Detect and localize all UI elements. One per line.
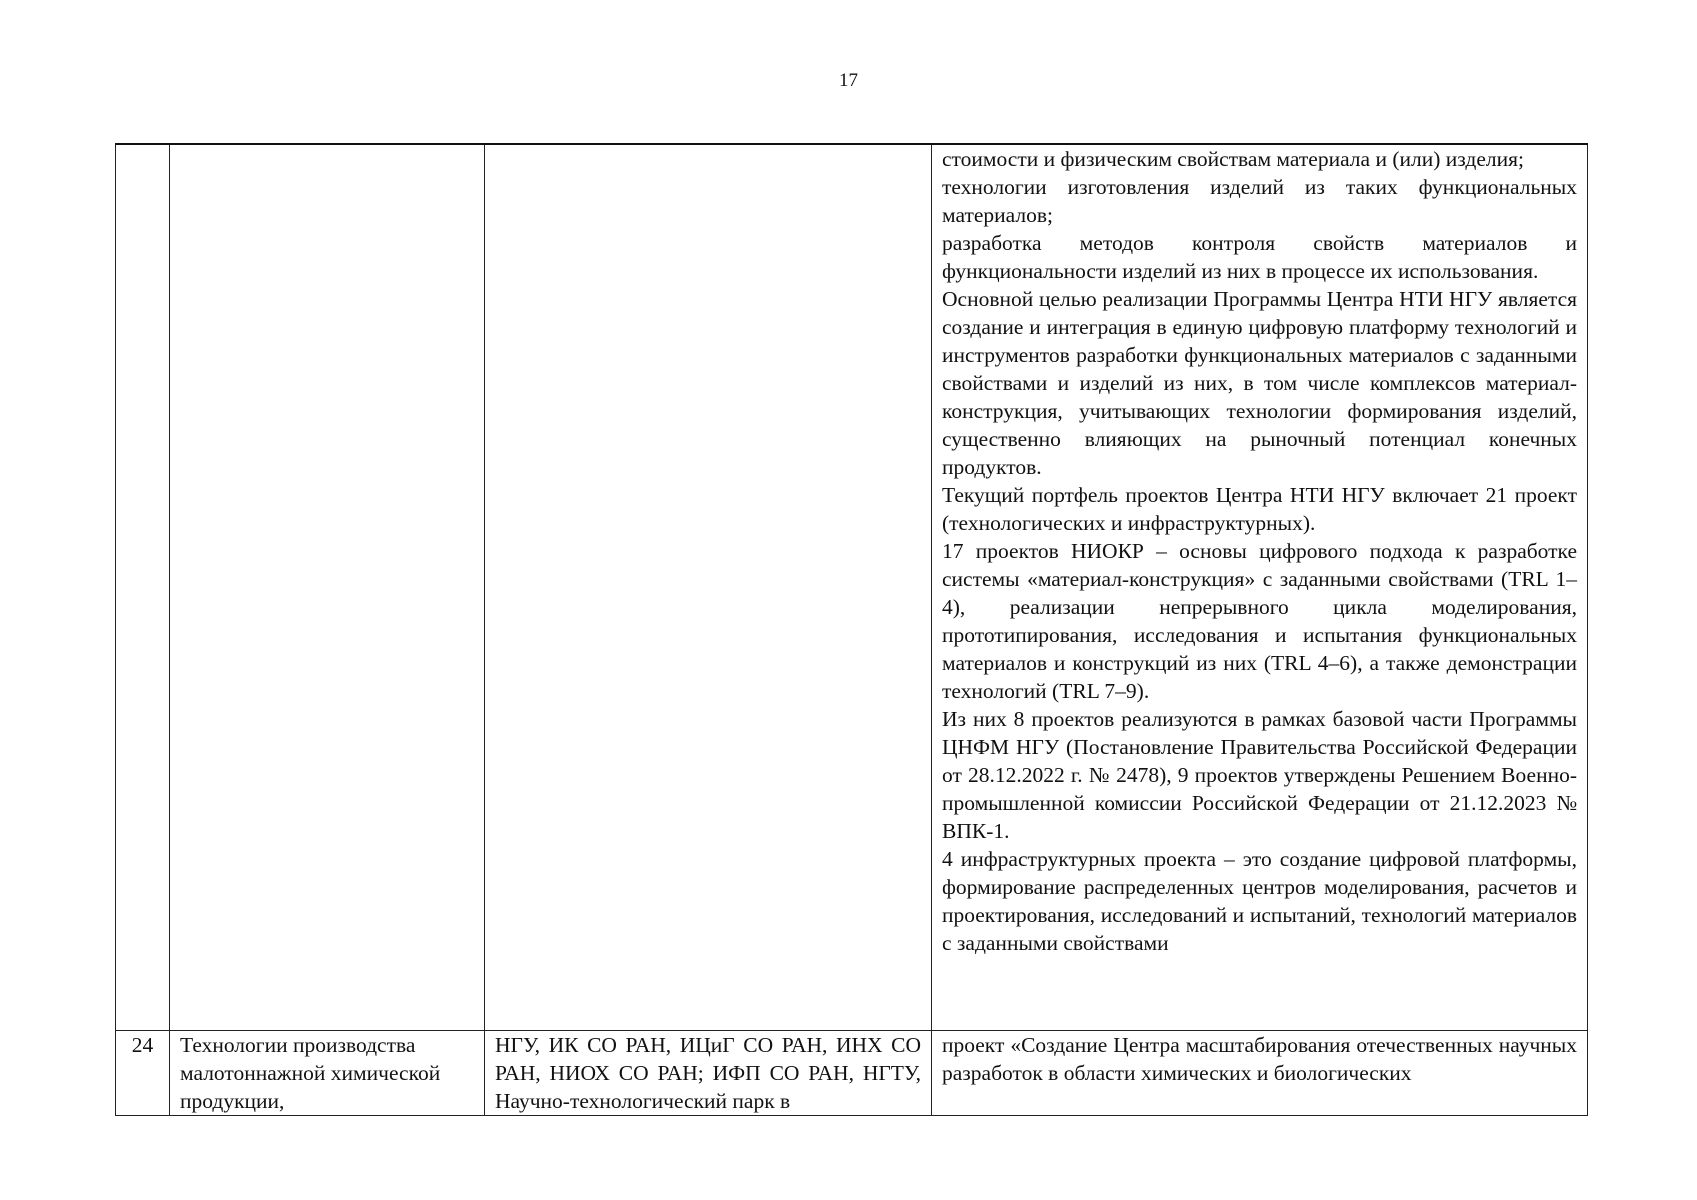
participants-cell [485,144,932,1031]
description-paragraph: разработка методов контроля свойств материалов и функциональности изделий из них в процессе их использования. [942,231,1577,283]
description-paragraph: Основной целью реализации Программы Центра НТИ НГУ является создание и интеграция в единую цифровую платформу технологий и инструментов разработки функциональных материалов с заданными свойствами и изделий из них, в том числе комплексов материал-конструкция, учитывающих технологии формирования изделий, существенно влияющих на рыночный потенциал конечных продуктов. [942,287,1577,479]
description-paragraph: проект «Создание Центра масштабирования отечественных научных разработок в области химических и биологических [942,1033,1577,1085]
description-paragraph: 17 проектов НИОКР – основы цифрового подхода к разработке системы «материал-конструкция» с заданными свойствами (TRL 1–4), реализации непрерывного цикла моделирования, прототипирования, исследования и испытания функциональных материалов и конструкций из них (TRL 4–6), а также демонстрации технологий (TRL 7–9). [942,539,1577,703]
direction-text: Технологии производства малотоннажной химической продукции, [180,1033,441,1113]
direction-cell [170,144,485,1031]
page-number: 17 [839,70,858,91]
description-paragraph: Текущий портфель проектов Центра НТИ НГУ включает 21 проект (технологических и инфраструктурных). [942,483,1577,535]
direction-cell [170,1031,485,1116]
projects-table [115,143,1588,1116]
row-number-cell [116,144,170,1031]
table-row [116,1031,1588,1116]
description-paragraph: стоимости и физическим свойствам материала и (или) изделия; [942,147,1524,171]
description-cell [932,1031,1588,1116]
row-number: 24 [131,1033,154,1057]
description-paragraph: Из них 8 проектов реализуются в рамках базовой части Программы ЦНФМ НГУ (Постановление Правительства Российской Федерации от 28.12.2022 г. № 2478), 9 проектов утверждены Решением Военно-промышленной комиссии Российской Федерации от 21.12.2023 № ВПК-1. [942,707,1577,843]
description-paragraph: технологии изготовления изделий из таких функциональных материалов; [942,175,1577,227]
participants-cell [485,1031,932,1116]
table-row [116,144,1588,1031]
participants-text: НГУ, ИК СО РАН, ИЦиГ СО РАН, ИНХ СО РАН, НИОХ СО РАН; ИФП СО РАН, НГТУ, Научно-технологический парк в [495,1033,921,1113]
row-number-cell [116,1031,170,1116]
description-paragraph: 4 инфраструктурных проекта – это создание цифровой платформы, формирование распределенных центров моделирования, расчетов и проектирования, исследований и испытаний, технологий материалов с заданными свойствами [942,847,1577,955]
description-cell [932,144,1588,1031]
